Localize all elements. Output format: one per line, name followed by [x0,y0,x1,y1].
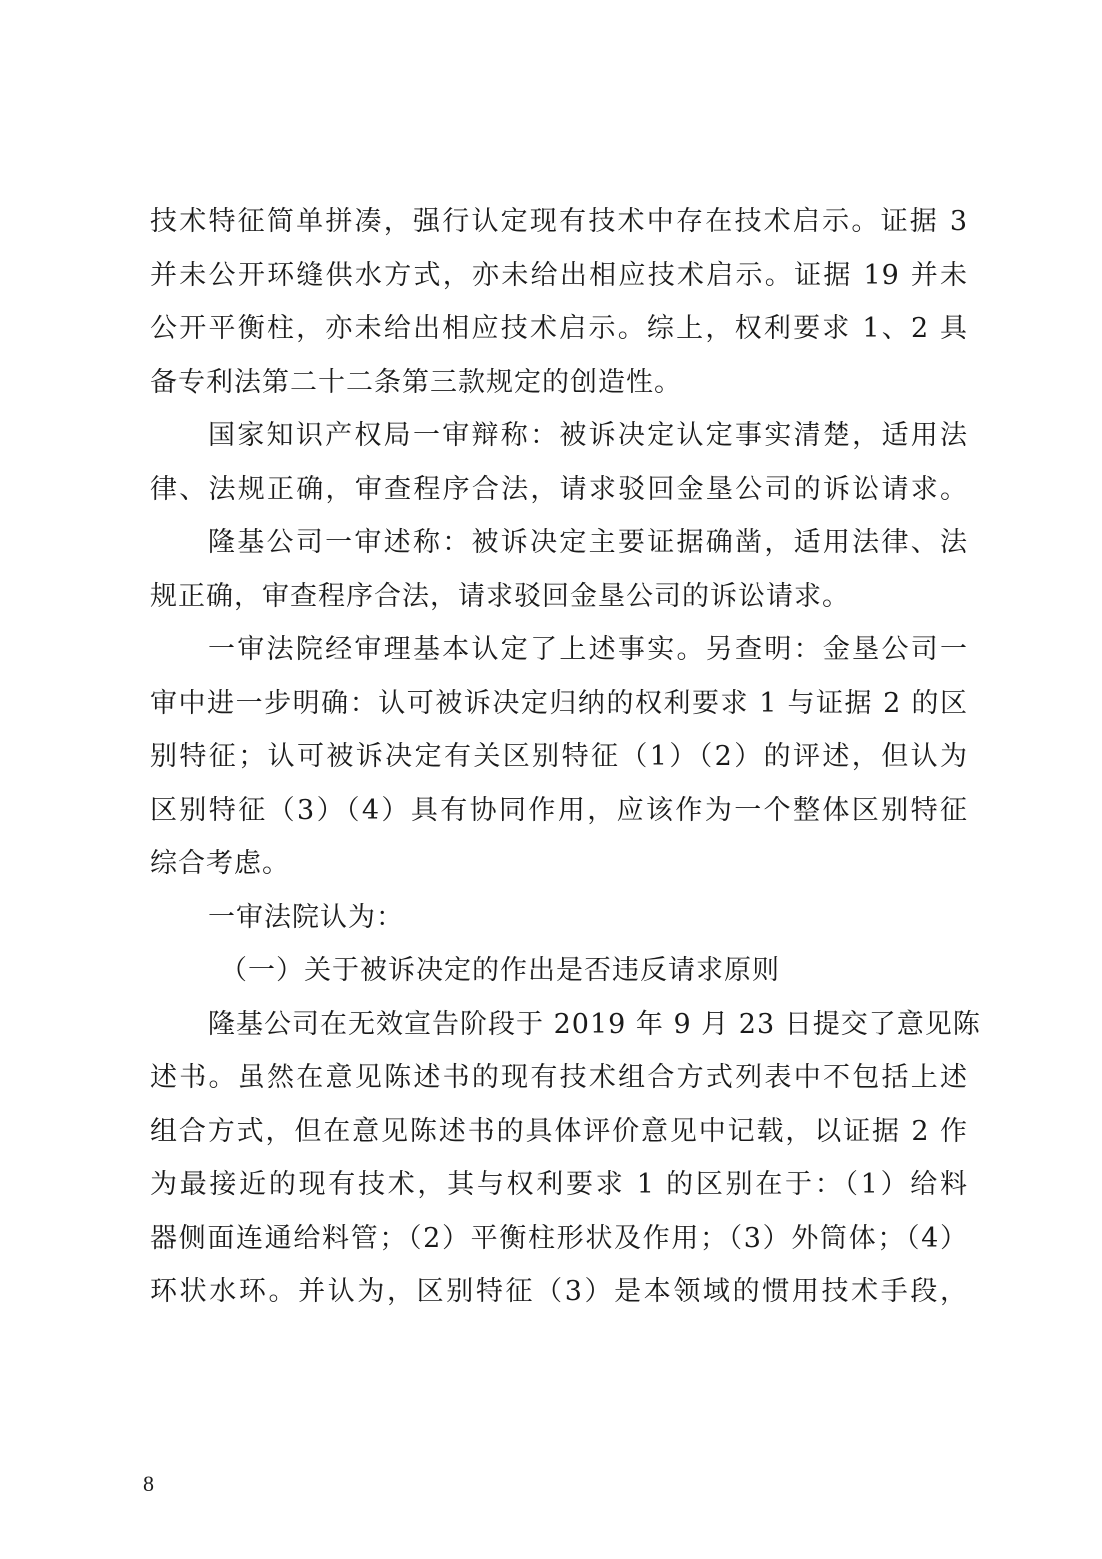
text-line-content: 技术特征简单拼凑，强行认定现有技术中存在技术启示。证据 3 [150,206,968,237]
text-line-content: 一审法院经审理基本认定了上述事实。另查明：金垦公司一 [208,634,968,665]
text-line-content: 一审法院认为： [208,901,404,933]
text-line [150,891,968,945]
text-line [150,570,968,624]
text-line [150,998,981,1052]
text-line [150,302,968,356]
text-line-content: 区别特征（3）（4）具有协同作用，应该作为一个整体区别特征 [150,794,968,826]
text-line [150,677,968,731]
text-line [150,730,968,784]
text-line [150,249,968,303]
text-line-content: 并未公开环缝供水方式，亦未给出相应技术启示。证据 19 并未 [150,259,968,291]
text-line [150,944,968,998]
text-line [150,356,968,410]
text-line [150,623,968,677]
text-line [150,1212,968,1266]
text-line [150,409,968,463]
text-line-content: 规正确，审查程序合法，请求驳回金垦公司的诉讼请求。 [150,580,850,612]
text-line [150,516,968,570]
text-line-content: 国家知识产权局一审辩称：被诉决定认定事实清楚，适用法 [208,420,968,451]
text-line-content: 隆基公司在无效宣告阶段于 2019 年 9 月 23 日提交了意见陈 [208,1008,981,1040]
text-line-content: 述书。虽然在意见陈述书的现有技术组合方式列表中不包括上述 [150,1062,968,1093]
text-line [150,1105,968,1159]
text-line [150,195,968,249]
text-line [150,784,968,838]
text-line [150,1051,968,1105]
text-line [150,1158,968,1212]
text-line-content: 审中进一步明确：认可被诉决定归纳的权利要求 1 与证据 2 的区 [150,687,968,719]
text-line-content: 综合考虑。 [150,848,290,879]
text-line-content: 组合方式，但在意见陈述书的具体评价意见中记载，以证据 2 作 [150,1115,968,1147]
text-line-content: （一）关于被诉决定的作出是否违反请求原则 [220,955,780,986]
text-line-content: 器侧面连通给料管；（2）平衡柱形状及作用；（3）外筒体；（4） [150,1222,968,1254]
text-line [150,463,968,517]
document-body [150,195,981,1319]
text-line [150,837,968,891]
text-line-content: 公开平衡柱，亦未给出相应技术启示。综上，权利要求 1、2 具 [150,313,968,344]
text-line [150,1265,968,1319]
text-line-content: 为最接近的现有技术，其与权利要求 1 的区别在于：（1）给料 [150,1169,968,1200]
text-line-content: 环状水环。并认为，区别特征（3）是本领域的惯用技术手段， [150,1276,968,1307]
page-number: 8 [143,1471,154,1496]
text-line-content: 隆基公司一审述称：被诉决定主要证据确凿，适用法律、法 [208,527,968,558]
text-line-content: 律、法规正确，审查程序合法，请求驳回金垦公司的诉讼请求。 [150,473,968,505]
text-line-content: 备专利法第二十二条第三款规定的创造性。 [150,366,682,398]
text-line-content: 别特征；认可被诉决定有关区别特征（1）（2）的评述，但认为 [150,741,968,772]
